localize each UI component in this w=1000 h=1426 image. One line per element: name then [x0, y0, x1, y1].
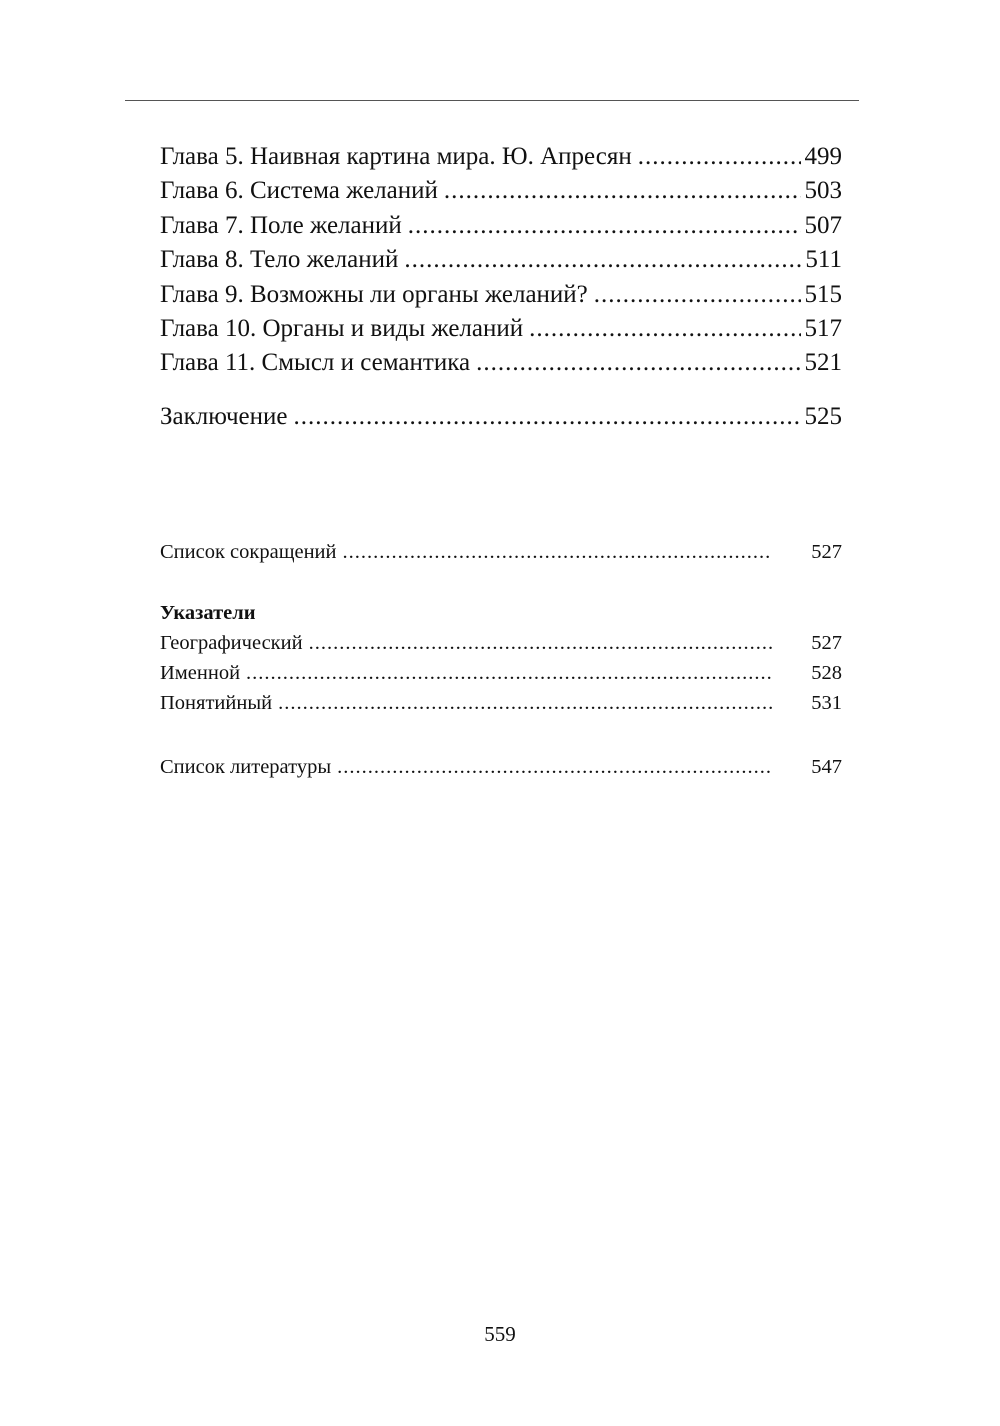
toc-entry-chapter-10[interactable] [160, 312, 842, 346]
toc-entry-chapter-7[interactable] [160, 209, 842, 243]
toc-entry-page: 517 [804, 315, 842, 343]
toc-entry-title: Глава 11. Смысл и семантика [160, 349, 471, 377]
toc-entry-index-names[interactable] [160, 658, 842, 688]
toc-entry-chapter-11[interactable] [160, 346, 842, 380]
toc-entry-title: Глава 7. Поле желаний [160, 211, 402, 239]
dot-leader [408, 209, 801, 243]
toc-entry-page: 547 [811, 756, 842, 778]
dot-leader [278, 688, 772, 718]
dot-leader [309, 628, 772, 658]
toc-entry-page: 503 [804, 177, 842, 205]
dot-leader [444, 174, 801, 208]
toc-entry-page: 531 [811, 692, 842, 714]
toc-entry-title: Понятийный [160, 692, 273, 714]
toc-entry-index-geographic[interactable] [160, 628, 842, 658]
toc-entry-title: Именной [160, 662, 241, 684]
dot-leader [529, 312, 800, 346]
toc-entry-index-concepts[interactable] [160, 688, 842, 718]
dot-leader [337, 752, 772, 782]
toc-entry-title: Глава 8. Тело желаний [160, 246, 399, 274]
page-number: 559 [484, 1322, 516, 1346]
toc-entry-chapter-5[interactable] [160, 140, 842, 174]
toc-entry-title: Глава 10. Органы и виды желаний [160, 315, 524, 343]
toc-entry-title: Глава 6. Система желаний [160, 177, 438, 205]
toc-entry-title: Глава 5. Наивная картина мира. Ю. Апресян [160, 143, 632, 170]
toc-entry-page: 515 [804, 280, 842, 308]
indexes-heading: Указатели [160, 602, 256, 624]
toc-entry-conclusion[interactable] [160, 400, 842, 434]
toc-back-matter [160, 537, 842, 782]
dot-leader [246, 658, 772, 688]
toc-entry-chapter-9[interactable] [160, 278, 842, 312]
dot-leader [404, 243, 801, 277]
toc-entry-chapter-6[interactable] [160, 174, 842, 208]
dot-leader [294, 400, 801, 434]
dot-leader [638, 140, 801, 174]
toc-entry-title: Список сокращений [160, 541, 337, 563]
dot-leader [594, 278, 801, 312]
toc-entry-page: 527 [811, 541, 842, 563]
toc-entry-page: 521 [804, 349, 842, 377]
toc-entry-chapter-8[interactable] [160, 243, 842, 277]
toc-entry-title: Глава 9. Возможны ли органы желаний? [160, 280, 588, 308]
toc-entry-title: Заключение [160, 402, 288, 430]
toc-entry-title: Географический [160, 632, 303, 654]
top-rule [125, 100, 859, 101]
dot-leader [476, 346, 800, 380]
toc-entry-page: 511 [805, 246, 842, 274]
toc-entry-abbreviations[interactable] [160, 537, 842, 567]
toc-entry-page: 527 [811, 632, 842, 654]
toc-entry-page: 525 [804, 402, 842, 430]
toc-entry-page: 528 [811, 662, 842, 684]
dot-leader [343, 537, 772, 567]
toc-entry-page: 499 [804, 143, 842, 170]
toc-entry-title: Список литературы [160, 756, 332, 778]
toc-chapters [160, 140, 842, 434]
toc-entry-page: 507 [804, 211, 842, 239]
toc-entry-bibliography[interactable] [160, 752, 842, 782]
